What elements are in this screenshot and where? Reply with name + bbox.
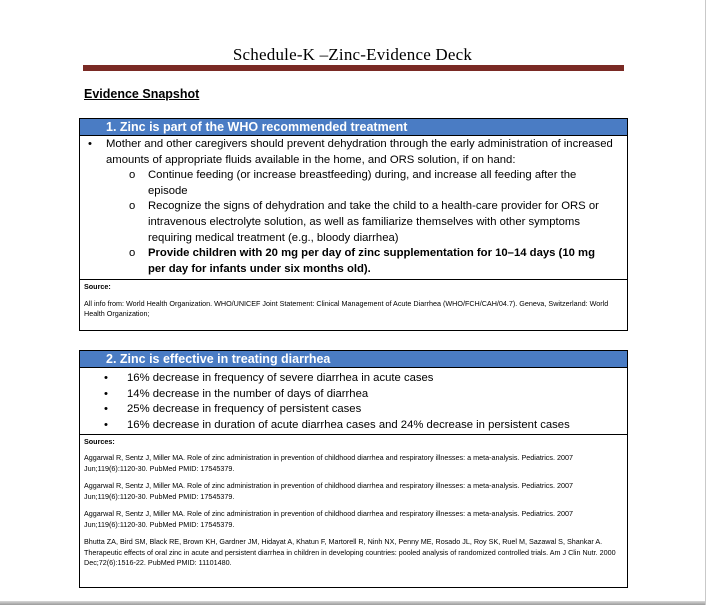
bullet-icon: • [88, 138, 92, 150]
section-body-who [80, 136, 627, 280]
stat-item [80, 418, 627, 434]
sub-bullet-text: Provide children with 20 mg per day of zinc supplementation for 10–14 days (10 mg per day for infants under six months old). [148, 247, 595, 275]
source-entry: Bhutta ZA, Bird SM, Black RE, Brown KH, Gardner JM, Hidayat A, Khatun F, Martorell R, Ninh NX, Penny ME, Rosado JL, Roy SK, Ruel M, Sazawal S, Shankar A. Therapeutic effects of oral zinc in acute and persistent diarrhea in children in developing countries: pooled analysis of randomized controlled trials. Am J Clin Nutr. 2000 Dec;72(6):1516-22. PubMed PMID: 11101480. [84, 537, 616, 568]
stat-text: 16% decrease in frequency of severe diarrhea in acute cases [127, 372, 434, 384]
bullet-icon: • [104, 403, 108, 416]
stat-item [80, 371, 627, 387]
circle-bullet-icon: o [129, 200, 136, 213]
main-bullet-text: Mother and other caregivers should prevent dehydration through the early administration of increased amounts of appropriate fluids available in the home, and ORS solution, if on hand: [106, 138, 613, 166]
page-bottom-shadow [0, 601, 705, 605]
sub-bullet-item [106, 199, 617, 246]
circle-bullet-icon: o [129, 247, 136, 260]
stat-item [80, 402, 627, 418]
main-bullet-item [80, 137, 627, 277]
sources-label: Sources: [84, 436, 115, 446]
bullet-icon: • [104, 419, 108, 432]
section-zinc-effective [79, 350, 628, 588]
stat-text: 25% decrease in frequency of persistent cases [127, 403, 362, 416]
sub-bullet-text: Continue feeding (or increase breastfeeding) during, and increase all feeding after the episode [148, 169, 577, 197]
stat-text: 16% decrease in duration of acute diarrhea cases and 24% decrease in persistent cases [127, 419, 570, 432]
section-header-who: 1. Zinc is part of the WHO recommended treatment [80, 119, 627, 136]
sub-bullet-item [106, 168, 617, 199]
circle-bullet-icon: o [129, 169, 136, 182]
title-rule [83, 65, 624, 71]
section-header-effective: 2. Zinc is effective in treating diarrhea [80, 351, 627, 368]
sub-bullet-item [106, 246, 617, 277]
document-title: Schedule-K –Zinc-Evidence Deck [232, 45, 473, 64]
bullet-icon: • [104, 387, 108, 400]
sources-effective [80, 435, 627, 587]
section-who-treatment [79, 118, 628, 331]
stat-item [80, 387, 627, 403]
sources-label: Source: [84, 282, 111, 292]
evidence-snapshot-heading: Evidence Snapshot [84, 87, 200, 101]
sources-who [80, 280, 627, 330]
source-entry: All info from: World Health Organization. WHO/UNICEF Joint Statement: Clinical Management of Acute Diarrhea (WHO/FCH/CAH/04.7). Geneva, Switzerland: World Health Organization; [84, 298, 609, 319]
sub-bullet-text: Recognize the signs of dehydration and take the child to a health-care provider for ORS or intravenous electrolyte solution, as well as familiarize themselves with other symptoms requiring medical treatment (e.g., bloody diarrhea) [148, 200, 599, 244]
source-entry: Aggarwal R, Sentz J, Miller MA. Role of zinc administration in prevention of childhood diarrhea and respiratory illnesses: a meta-analysis. Pediatrics. 2007 Jun;119(6):1120-30. PubMed PMID: 17545379. [84, 481, 573, 501]
source-entry: Aggarwal R, Sentz J, Miller MA. Role of zinc administration in prevention of childhood diarrhea and respiratory illnesses: a meta-analysis. Pediatrics. 2007 Jun;119(6):1120-30. PubMed PMID: 17545379. [84, 509, 573, 529]
stat-text: 14% decrease in the number of days of diarrhea [127, 387, 369, 400]
sub-bullet-list [106, 168, 617, 277]
section-body-effective [80, 368, 627, 435]
source-entry: Aggarwal R, Sentz J, Miller MA. Role of zinc administration in prevention of childhood diarrhea and respiratory illnesses: a meta-analysis. Pediatrics. 2007 Jun;119(6):1120-30. PubMed PMID: 17545379. [84, 453, 573, 473]
bullet-icon: • [104, 372, 108, 384]
